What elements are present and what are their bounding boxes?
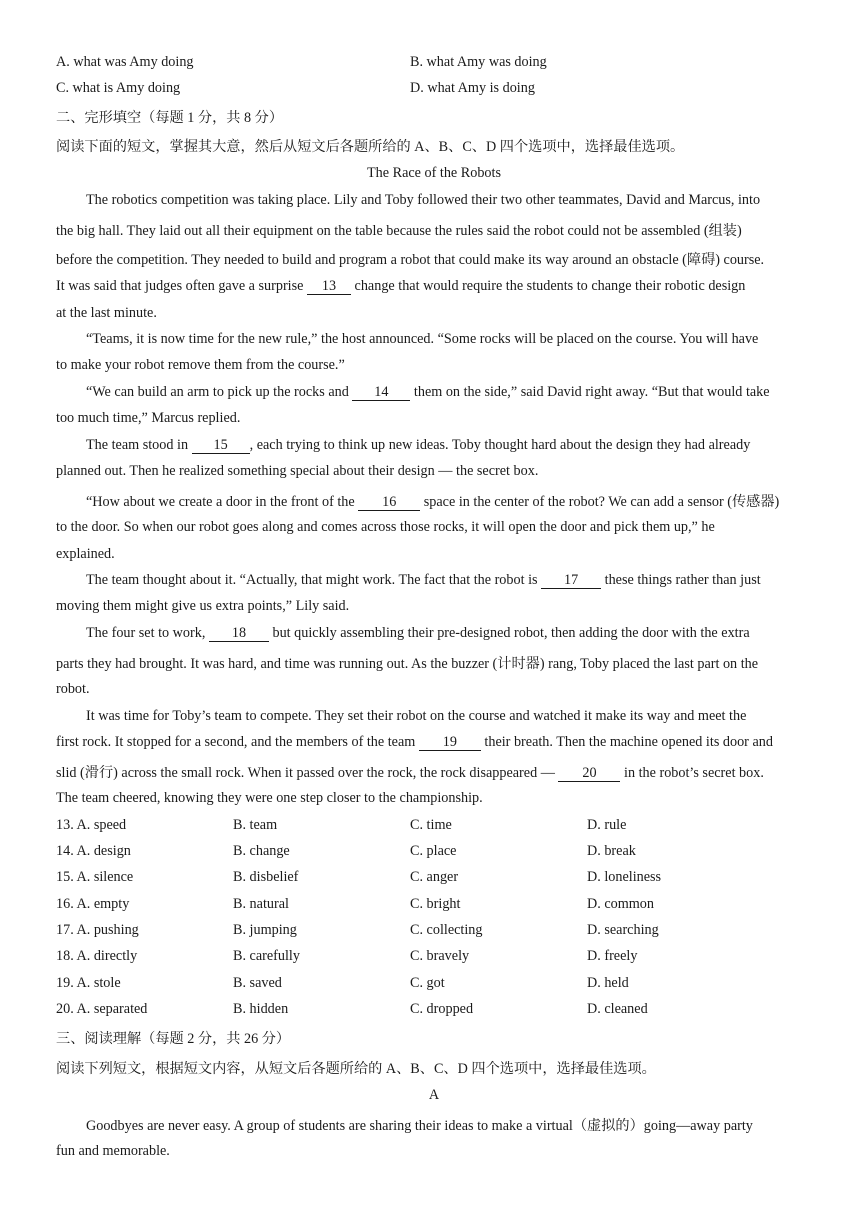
option-d: D. loneliness bbox=[587, 869, 662, 885]
line-text: but quickly assembling their pre-designed robot, then adding the door with the extra bbox=[268, 625, 750, 641]
line-text: them on the side,” said David right away. “But that would take bbox=[410, 384, 770, 400]
option-d: D. cleaned bbox=[587, 1001, 648, 1017]
prev-option-a: A. what was Amy doing bbox=[56, 54, 194, 70]
option-a: 13. A. speed bbox=[56, 817, 127, 833]
option-b: B. team bbox=[233, 817, 278, 833]
line-text: their breath. Then the machine opened its door and bbox=[480, 734, 773, 750]
blank-16: 16 bbox=[358, 495, 420, 511]
blank-17: 17 bbox=[541, 573, 601, 589]
line-text: The team thought about it. “Actually, that might work. The fact that the robot is bbox=[86, 572, 542, 588]
option-c: C. collecting bbox=[410, 922, 483, 938]
passage-line: at the last minute. bbox=[56, 305, 157, 321]
option-row-18 bbox=[56, 948, 856, 968]
option-row-20 bbox=[56, 1001, 856, 1021]
passage-line bbox=[56, 734, 773, 751]
option-d: D. held bbox=[587, 975, 629, 991]
reading-instruction: 阅读下列短文，根据短文内容，从短文后各题所给的 A、B、C、D 四个选项中，选择最佳选项。 bbox=[56, 1061, 656, 1077]
passage-line: explained. bbox=[56, 546, 115, 562]
passage-line: Goodbyes are never easy. A group of students are sharing their ideas to make a virtual（虚拟的）going—away party bbox=[86, 1118, 753, 1134]
option-a: 14. A. design bbox=[56, 843, 131, 859]
passage-line: planned out. Then he realized something special about their design — the secret box. bbox=[56, 463, 539, 479]
passage-line: “Teams, it is now time for the new rule,” the host announced. “Some rocks will be placed on the course. You will have bbox=[86, 331, 759, 347]
option-d: D. freely bbox=[587, 948, 638, 964]
option-d: D. searching bbox=[587, 922, 659, 938]
option-c: C. place bbox=[410, 843, 457, 859]
line-text: first rock. It stopped for a second, and the members of the team bbox=[56, 734, 419, 750]
blank-18: 18 bbox=[209, 626, 269, 642]
option-b: B. saved bbox=[233, 975, 282, 991]
option-a: 19. A. stole bbox=[56, 975, 121, 991]
passage-line bbox=[56, 762, 764, 782]
passage-line: fun and memorable. bbox=[56, 1143, 170, 1159]
passage-line: It was time for Toby’s team to compete. They set their robot on the course and watched it make its way and meet the bbox=[86, 708, 747, 724]
blank-15: 15 bbox=[192, 438, 250, 454]
passage-title: The Race of the Robots bbox=[367, 165, 501, 181]
option-a: 20. A. separated bbox=[56, 1001, 148, 1017]
prev-option-b: B. what Amy was doing bbox=[410, 54, 547, 70]
line-text: , each trying to think up new ideas. Toby thought hard about the design they had already bbox=[249, 437, 751, 453]
option-c: C. bright bbox=[410, 896, 461, 912]
option-d: D. common bbox=[587, 896, 654, 912]
passage-line: The robotics competition was taking place. Lily and Toby followed their two other teammates, David and Marcus, into bbox=[86, 192, 761, 208]
passage-line bbox=[86, 491, 779, 511]
passage-line: to the door. So when our robot goes along and comes across those rocks, it will open the door and pick them up,” he bbox=[56, 519, 715, 535]
line-text: slid (滑行) across the small rock. When it passed over the rock, the rock disappeared — bbox=[56, 765, 559, 781]
option-b: B. disbelief bbox=[233, 869, 299, 885]
passage-line bbox=[56, 278, 745, 295]
line-text: these things rather than just bbox=[601, 572, 761, 588]
passage-line bbox=[86, 437, 750, 454]
option-c: C. anger bbox=[410, 869, 459, 885]
line-text: in the robot’s secret box. bbox=[620, 765, 764, 781]
option-b: B. carefully bbox=[233, 948, 300, 964]
option-c: C. time bbox=[410, 817, 452, 833]
blank-14: 14 bbox=[352, 385, 410, 401]
option-row-14 bbox=[56, 843, 856, 863]
option-row-19 bbox=[56, 975, 856, 995]
passage-line: too much time,” Marcus replied. bbox=[56, 410, 241, 426]
option-row-16 bbox=[56, 896, 856, 916]
passage-line bbox=[86, 572, 761, 589]
passage-line: The team cheered, knowing they were one step closer to the championship. bbox=[56, 790, 483, 806]
blank-20: 20 bbox=[558, 766, 620, 782]
prev-option-d: D. what Amy is doing bbox=[410, 80, 535, 96]
passage-line: before the competition. They needed to build and program a robot that could make its way around an obstacle (障碍) course. bbox=[56, 252, 765, 268]
cloze-instruction: 阅读下面的短文，掌握其大意，然后从短文后各题所给的 A、B、C、D 四个选项中，选择最佳选项。 bbox=[56, 139, 685, 155]
cloze-heading: 二、完形填空（每题 1 分，共 8 分） bbox=[56, 110, 284, 126]
line-text: It was said that judges often gave a surprise bbox=[56, 278, 307, 294]
option-a: 15. A. silence bbox=[56, 869, 134, 885]
passage-line: robot. bbox=[56, 681, 90, 697]
prev-option-c: C. what is Amy doing bbox=[56, 80, 181, 96]
reading-heading: 三、阅读理解（每题 2 分，共 26 分） bbox=[56, 1031, 291, 1047]
option-c: C. bravely bbox=[410, 948, 470, 964]
option-c: C. got bbox=[410, 975, 445, 991]
passage-line: to make your robot remove them from the course.” bbox=[56, 357, 345, 373]
blank-13: 13 bbox=[307, 279, 351, 295]
option-a: 18. A. directly bbox=[56, 948, 138, 964]
passage-line: moving them might give us extra points,” Lily said. bbox=[56, 598, 350, 614]
line-text: “We can build an arm to pick up the rocks and bbox=[86, 384, 353, 400]
option-b: B. change bbox=[233, 843, 290, 859]
option-b: B. jumping bbox=[233, 922, 297, 938]
line-text: “How about we create a door in the front of the bbox=[86, 494, 359, 510]
option-a: 16. A. empty bbox=[56, 896, 130, 912]
option-a: 17. A. pushing bbox=[56, 922, 139, 938]
passage-line: parts they had brought. It was hard, and time was running out. As the buzzer (计时器) rang, Toby placed the last part on the bbox=[56, 656, 759, 672]
line-text: space in the center of the robot? We can add a sensor (传感器) bbox=[420, 494, 780, 510]
option-d: D. break bbox=[587, 843, 636, 859]
passage-line: the big hall. They laid out all their equipment on the table because the rules said the robot could not be assembled (组装) bbox=[56, 223, 742, 239]
option-row-17 bbox=[56, 922, 856, 942]
blank-19: 19 bbox=[419, 735, 481, 751]
option-c: C. dropped bbox=[410, 1001, 474, 1017]
option-b: B. hidden bbox=[233, 1001, 289, 1017]
option-row-15 bbox=[56, 869, 856, 889]
passage-line bbox=[86, 384, 770, 401]
option-d: D. rule bbox=[587, 817, 627, 833]
line-text: change that would require the students to change their robotic design bbox=[350, 278, 746, 294]
option-b: B. natural bbox=[233, 896, 289, 912]
passage-label-a: A bbox=[428, 1087, 440, 1103]
line-text: The team stood in bbox=[86, 437, 192, 453]
passage-line bbox=[86, 625, 750, 642]
line-text: The four set to work, bbox=[86, 625, 209, 641]
option-row-13 bbox=[56, 817, 856, 837]
